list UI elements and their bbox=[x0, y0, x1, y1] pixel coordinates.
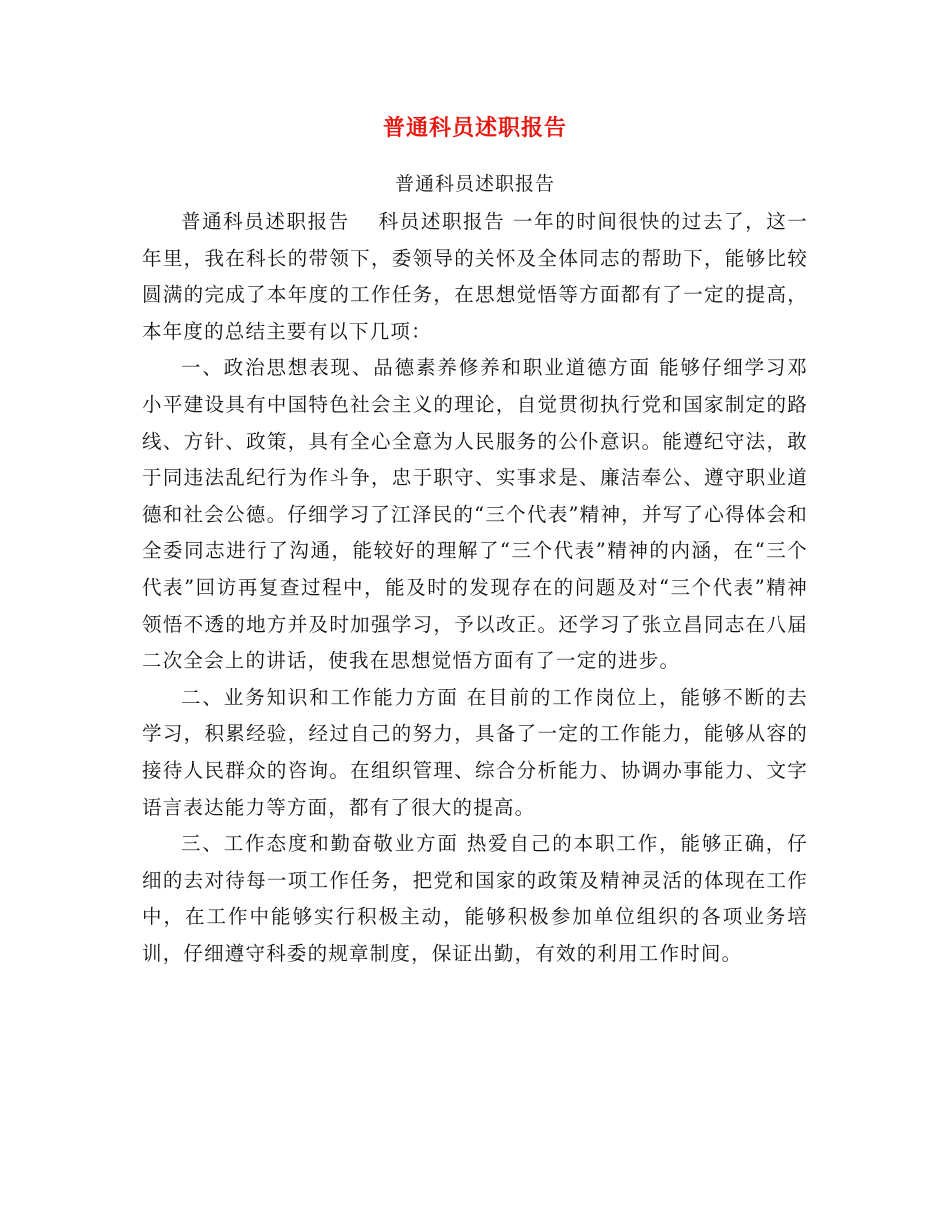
paragraph-intro: 普通科员述职报告 科员述职报告 一年的时间很快的过去了，这一年里，我在科长的带领下，委领导的关怀及全体同志的帮助下，能够比较圆满的完成了本年度的工作任务，在思想觉悟等方面都有了一定的提高，本年度的总结主要有以下几项： bbox=[142, 210, 808, 343]
document-subtitle: 普通科员述职报告 bbox=[394, 173, 555, 195]
paragraph-political-thought: 一、政治思想表现、品德素养修养和职业道德方面 能够仔细学习邓小平建设具有中国特色社会主义的理论，自觉贯彻执行党和国家制定的路线、方针、政策，具有全心全意为人民服务的公仆意识。能遵纪守法，敢于同违法乱纪行为作斗争，忠于职守、实事求是、廉洁奉公、遵守职业道德和社会公德。仔细学习了江泽民的“三个代表”精神，并写了心得体会和全委同志进行了沟通，能较好的理解了“三个代表”精神的内涵，在“三个代表”回访再复查过程中，能及时的发现存在的问题及对“三个代表”精神领悟不透的地方并及时加强学习，予以改正。还学习了张立昌同志在八届二次全会上的讲话，使我在思想觉悟方面有了一定的进步。 bbox=[142, 356, 808, 673]
paragraph-work-ability: 二、业务知识和工作能力方面 在目前的工作岗位上，能够不断的去学习，积累经验，经过自己的努力，具备了一定的工作能力，能够从容的接待人民群众的咨询。在组织管理、综合分析能力、协调办事能力、文字语言表达能力等方面，都有了很大的提高。 bbox=[142, 685, 808, 819]
document-body bbox=[142, 204, 808, 972]
paragraph-work-attitude: 三、工作态度和勤奋敬业方面 热爱自己的本职工作，能够正确，仔细的去对待每一项工作任务，把党和国家的政策及精神灵活的体现在工作中，在工作中能够实行积极主动，能够积极参加单位组织的各项业务培训，仔细遵守科委的规章制度，保证出勤，有效的利用工作时间。 bbox=[142, 832, 808, 965]
document-title: 普通科员述职报告 bbox=[382, 115, 567, 141]
